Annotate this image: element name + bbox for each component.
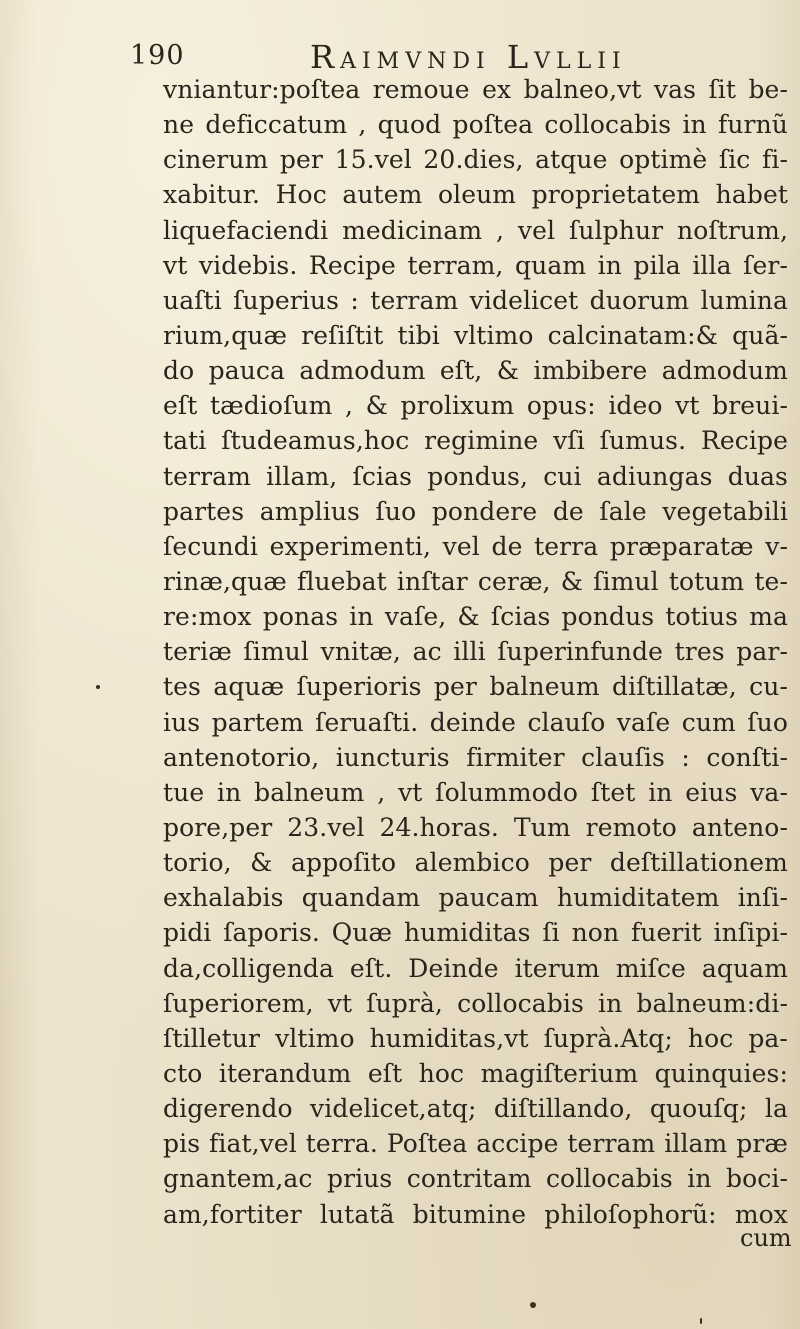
text-line: rinæ,quæ fluebat inſtar ceræ, & ſimul totum te- bbox=[163, 566, 788, 596]
text-line: ſecundi experimenti, vel de terra præparatæ v- bbox=[163, 531, 788, 561]
text-line: pidi ſaporis. Quæ humiditas ſi non fuerit inſipi- bbox=[163, 918, 788, 948]
text-line: eſt tædioſum , & prolixum opus: ideo vt breui- bbox=[163, 391, 788, 421]
ink-speck bbox=[700, 1318, 702, 1324]
text-line: uaſti ſuperius : terram videlicet duorum lumina bbox=[163, 285, 788, 315]
text-line: torio, & appoſito alembico per deſtillationem bbox=[163, 848, 788, 878]
text-line: ius partem ſeruaſti. deinde clauſo vaſe cum ſuo bbox=[163, 707, 788, 737]
text-line: rium,quæ reſiſtit tibi vltimo calcinatam:& quã- bbox=[163, 320, 788, 350]
catchword: cum bbox=[740, 1224, 792, 1252]
text-line: gnantem,ac prius contritam collocabis in boci- bbox=[163, 1164, 788, 1194]
text-line: antenotorio, iuncturis firmiter clauſis : conſti- bbox=[163, 742, 788, 772]
text-line: liquefaciendi medicinam , vel ſulphur noſtrum, bbox=[163, 215, 788, 245]
text-line: tes aquæ ſuperioris per balneum diſtillatæ, cu- bbox=[163, 672, 788, 702]
text-line: digerendo videlicet,atq; diſtillando, quouſq; la bbox=[163, 1094, 788, 1124]
text-line: do pauca admodum eſt, & imbibere admodum bbox=[163, 356, 788, 386]
text-line: da,colligenda eſt. Deinde iterum miſce aquam bbox=[163, 953, 788, 983]
text-line: teriæ ſimul vnitæ, ac illi ſuperinfunde tres par- bbox=[163, 637, 788, 667]
text-line: tue in balneum , vt ſolummodo ſtet in eius va- bbox=[163, 777, 788, 807]
text-line: pore,per 23.vel 24.horas. Tum remoto anteno- bbox=[163, 812, 788, 842]
text-line: ne deficcatum , quod poſtea collocabis in furnũ bbox=[163, 110, 788, 140]
text-line: exhalabis quandam paucam humiditatem inſi- bbox=[163, 883, 788, 913]
ink-speck bbox=[96, 685, 100, 689]
running-head bbox=[130, 36, 790, 76]
text-line: ſuperiorem, vt ſuprà, collocabis in balneum:di- bbox=[163, 988, 788, 1018]
body-text bbox=[163, 72, 788, 1232]
text-line: re:mox ponas in vaſe, & ſcias pondus totius ma bbox=[163, 602, 788, 632]
page-number: 190 bbox=[130, 40, 185, 71]
text-line: vniantur:poſtea remoue ex balneo,vt vas ſit be- bbox=[163, 75, 788, 104]
text-line: am,fortiter lutatã bitumine philoſophorũ: mox bbox=[163, 1199, 788, 1229]
text-line: cinerum per 15.vel 20.dies, atque optimè ſic fi- bbox=[163, 145, 788, 175]
text-line: tati ſtudeamus,hoc regimine vſi ſumus. Recipe bbox=[163, 426, 788, 456]
text-line: terram illam, ſcias pondus, cui adiungas duas bbox=[163, 461, 788, 491]
text-line: pis fiat,vel terra. Poſtea accipe terram illam præ bbox=[163, 1129, 788, 1159]
text-line: ſtilletur vltimo humiditas,vt ſuprà.Atq; hoc pa- bbox=[163, 1023, 788, 1053]
running-title: Raimvndi Lvllii bbox=[310, 38, 627, 76]
ink-speck bbox=[530, 1302, 536, 1308]
text-line: partes amplius ſuo pondere de ſale vegetabili bbox=[163, 496, 788, 526]
text-line: vt videbis. Recipe terram, quam in pila illa ſer- bbox=[163, 250, 788, 280]
text-line: cto iterandum eſt hoc magiſterium quinquies: bbox=[163, 1058, 788, 1088]
text-line: xabitur. Hoc autem oleum proprietatem habet bbox=[163, 180, 788, 210]
